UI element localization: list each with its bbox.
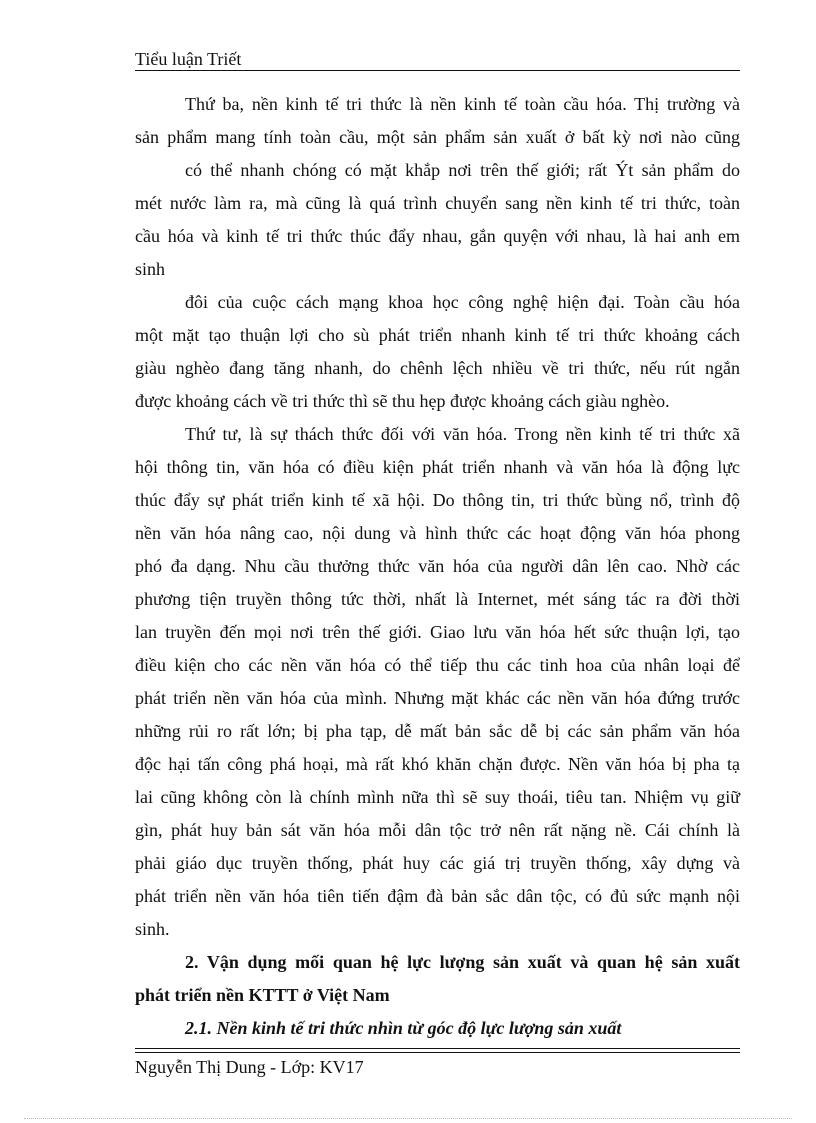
subsection-heading: 2.1. Nền kinh tế tri thức nhìn từ góc độ lực lượng sản xuất: [185, 1018, 622, 1038]
text-line: sản phẩm mang tính toàn cầu, một sản phẩm sản xuất ở bất kỳ nơi nào cũng: [135, 127, 740, 147]
text-line: phát triển nền văn hóa tiên tiến đậm đà bản sắc dân tộc, có đủ sức mạnh nội: [135, 886, 740, 906]
text-line: phó đa dạng. Nhu cầu thưởng thức văn hóa của người dân lên cao. Nhờ các: [135, 556, 740, 576]
text-line: đôi của cuộc cách mạng khoa học công nghệ hiện đại. Toàn cầu hóa: [185, 292, 740, 312]
text-line: cầu hóa và kinh tế tri thức thúc đẩy nhau, gắn quyện với nhau, là hai anh em: [135, 226, 740, 246]
text-line: nền văn hóa nâng cao, nội dung và hình thức các hoạt động văn hóa phong: [135, 523, 740, 543]
text-line: mét nước làm ra, mà cũng là quá trình chuyển sang nền kinh tế tri thức, toàn: [135, 193, 740, 213]
text-line: một mặt tạo thuận lợi cho sù phát triển nhanh kinh tế tri thức khoảng cách: [135, 325, 740, 345]
text-line: hội thông tin, văn hóa có điều kiện phát triển nhanh và văn hóa là động lực: [135, 457, 740, 477]
text-line: thúc đẩy sự phát triển kinh tế xã hội. Do thông tin, tri thức bùng nổ, trình độ: [135, 490, 740, 510]
text-line: sinh: [135, 259, 166, 279]
text-line: phát triển nền văn hóa của mình. Nhưng mặt khác các nền văn hóa đứng trước: [135, 688, 740, 708]
text-line: những rủi ro rất lớn; bị pha tạp, dễ mất bản sắc dễ bị các sản phẩm văn hóa: [135, 721, 740, 741]
text-line: điều kiện cho các nền văn hóa có thể tiếp thu các tinh hoa của nhân loại để: [135, 655, 740, 675]
section-heading: 2. Vận dụng mối quan hệ lực lượng sản xuất và quan hệ sản xuất: [185, 952, 740, 972]
page-bottom-border: [24, 1118, 792, 1119]
text-line: Thứ tư, là sự thách thức đối với văn hóa. Trong nền kinh tế tri thức xã: [185, 424, 740, 444]
text-line: được khoảng cách về tri thức thì sẽ thu hẹp được khoảng cách giàu nghèo.: [135, 391, 670, 411]
text-line: sinh.: [135, 919, 170, 939]
text-line: Thứ ba, nền kinh tế tri thức là nền kinh tế toàn cầu hóa. Thị trường và: [185, 94, 740, 114]
footer-rule: [135, 1048, 740, 1049]
header-rule: [135, 70, 740, 71]
text-line: giàu nghèo đang tăng nhanh, do chênh lệch nhiều về tri thức, nếu rút ngắn: [135, 358, 740, 378]
text-line: lai cũng không còn là chính mình nữa thì sẽ suy thoái, tiêu tan. Nhiệm vụ giữ: [135, 787, 740, 807]
text-line: phải giáo dục truyền thống, phát huy các giá trị truyền thống, xây dựng và: [135, 853, 740, 873]
text-line: lan truyền đến mọi nơi trên thế giới. Giao lưu văn hóa hết sức thuận lợi, tạo: [135, 622, 740, 642]
page-header: [135, 48, 740, 70]
section-heading-continued: phát triển nền KTTT ở Việt Nam: [135, 985, 390, 1005]
text-line: có thể nhanh chóng có mặt khắp nơi trên thế giới; rất Ýt sản phẩm do: [185, 160, 740, 180]
header-title: Tiểu luận Triết: [135, 49, 242, 69]
footer-rule: [135, 1052, 740, 1053]
text-line: phương tiện truyền thông tức thời, nhất là Internet, mét sáng tác ra đời thời: [135, 589, 740, 609]
text-line: độc hại tấn công phá hoại, mà rất khó khăn chặn được. Nền văn hóa bị pha tạ: [135, 754, 740, 774]
text-line: gìn, phát huy bản sát văn hóa mỗi dân tộc trở nên rất nặng nề. Cái chính là: [135, 820, 740, 840]
footer-author: Nguyễn Thị Dung - Lớp: KV17: [135, 1057, 364, 1077]
